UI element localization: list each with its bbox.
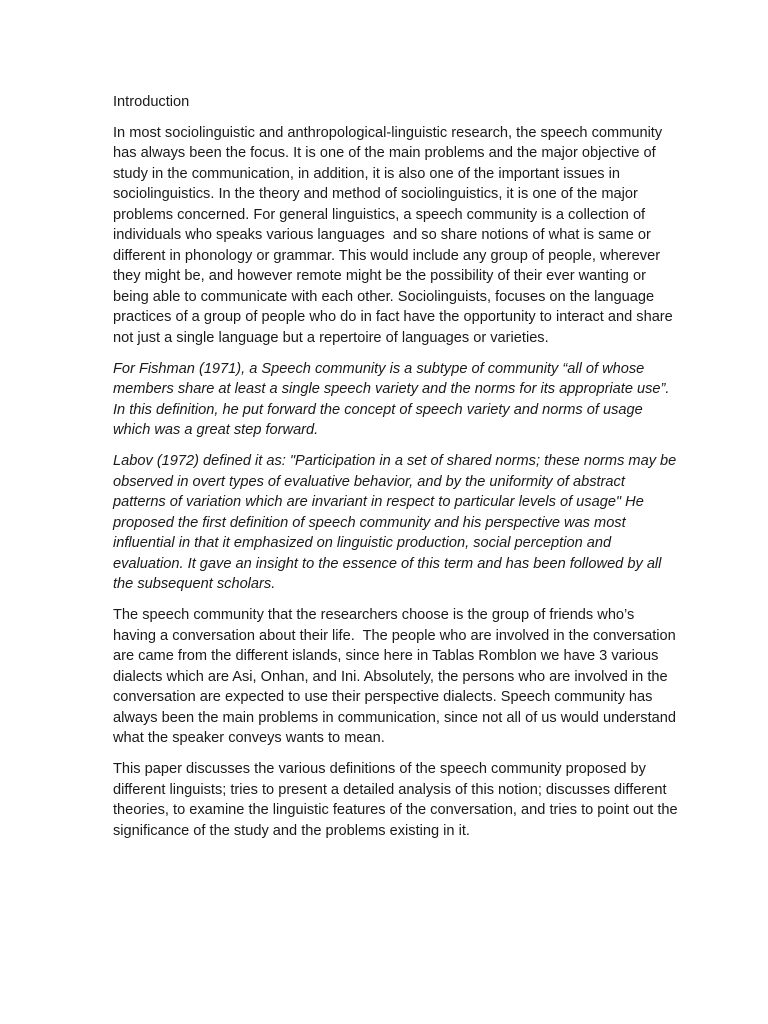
paragraph-labov-definition: Labov (1972) defined it as: "Participation in a set of shared norms; these norms may be observed in overt types of evaluative behavior, and by the uniformity of abstract patterns of variation which are invariant in respect to particular levels of usage" He proposed the first definition of speech community and his perspective was most influential in that it emphasized on linguistic production, social perception and evaluation. It gave an insight to the essence of this term and has been followed by all the subsequent scholars. <box>113 453 681 592</box>
section-heading: Introduction <box>113 94 190 110</box>
paragraph-fishman-definition: For Fishman (1971), a Speech community is a subtype of community “all of whose members share at least a single speech variety and the norms for its appropriate use”. In this definition, he put forward the concept of speech variety and norms of usage which was a great step forward. <box>113 360 674 438</box>
paragraph-paper-scope: This paper discusses the various definitions of the speech community proposed by different linguists; tries to present a detailed analysis of this notion; discusses different theories, to examine the linguistic features of the conversation, and tries to point out the significance of the study and the problems existing in it. <box>113 761 682 839</box>
document-page <box>113 92 682 852</box>
paragraph-research-community: The speech community that the researchers choose is the group of friends who’s having a conversation about their life. The people who are involved in the conversation are came from the different islands, since here in Tablas Romblon we have 3 various dialects which are Asi, Onhan, and Ini. Absolutely, the persons who are involved in the conversation are expected to use their perspective dialects. Speech community has always been the main problems in communication, since not all of us would understand what the speaker conveys wants to mean. <box>113 607 681 746</box>
paragraph-speech-community-overview: In most sociolinguistic and anthropological-linguistic research, the speech community has always been the focus. It is one of the main problems and the major objective of study in the communication, in addition, it is also one of the important issues in sociolinguistics. In the theory and method of sociolinguistics, it is one of the major problems concerned. For general linguistics, a speech community is a collection of individuals who speaks various languages and so share notions of what is same or different in phonology or grammar. This would include any group of people, wherever they might be, and however remote might be the possibility of their ever wanting or being able to communicate with each other. Sociolinguists, focuses on the language practices of a group of people who do in fact have the opportunity to interact and share not just a single language but a repertoire of languages or varieties. <box>113 124 677 346</box>
